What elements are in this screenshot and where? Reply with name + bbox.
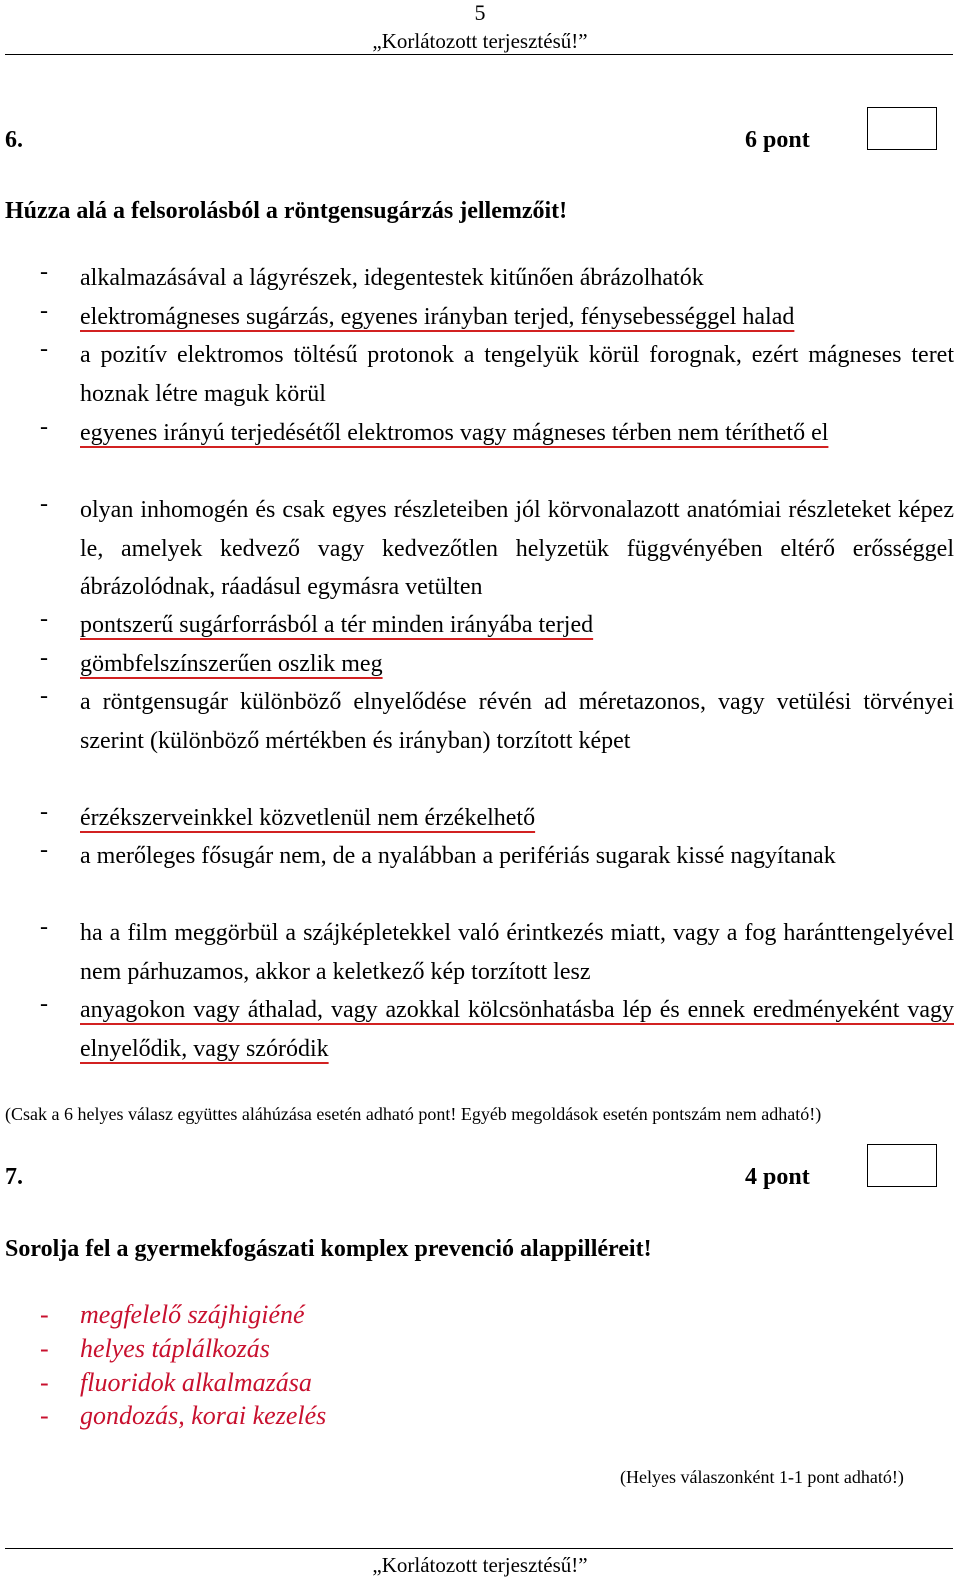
option-text: a röntgensugár különböző elnyelődése révén ad méretazonos, vagy vetülési törvényei szerint (különböző mértékben és irányban) torzított képet [80,689,954,754]
q6-points: 6 pont [745,127,810,153]
option-text-underlined: anyagokon vagy áthalad, vagy azokkal kölcsönhatásba lép és ennek eredményeként vagy elnyelődik, vagy szóródik [80,997,954,1062]
q7-title: Sorolja fel a gyermekfogászati komplex prevenció alappilléreit! [5,1236,652,1262]
option-text: a pozitív elektromos töltésű protonok a tengelyük körül forognak, ezért mágneses teret hoznak létre maguk körül [80,342,954,407]
option-text: a merőleges fősugár nem, de a nyalábban a perifériás sugarak kissé nagyítanak [80,843,836,869]
list-dash: - [40,491,48,517]
option-text: alkalmazásával a lágyrészek, idegentestek kitűnően ábrázolhatók [80,265,704,291]
option-text-underlined: pontszerű sugárforrásból a tér minden irányába terjed [80,612,594,638]
list-dash: - [40,799,48,825]
list-dash: - [40,336,48,362]
q7-scoring-note: (Helyes válaszonként 1-1 pont adható!) [620,1467,904,1487]
q6-score-box[interactable] [867,107,937,150]
q6-number: 6. [5,127,23,153]
footer-divider [5,1548,953,1549]
answer-text: megfelelő szájhigiéné [80,1300,305,1329]
option-text-underlined: érzékszerveinkkel közvetlenül nem érzékelhető [80,805,536,831]
answer-text: fluoridok alkalmazása [80,1368,312,1397]
option-text-underlined: elektromágneses sugárzás, egyenes irányban terjed, fénysebességgel halad [80,304,795,330]
list-dash: - [40,1368,49,1397]
list-dash: - [40,259,48,285]
q7-score-box[interactable] [867,1144,937,1187]
list-dash: - [40,991,48,1017]
list-dash: - [40,1334,49,1363]
list-dash: - [40,606,48,632]
option-text-underlined: gömbfelszínszerűen oszlik meg [80,651,383,677]
page-number: 5 [474,0,486,25]
header-divider [5,54,953,55]
list-dash: - [40,645,48,671]
option-text-underlined: egyenes irányú terjedésétől elektromos vagy mágneses térben nem téríthető el [80,420,829,446]
answer-text: gondozás, korai kezelés [80,1401,327,1430]
list-dash: - [40,914,48,940]
list-dash: - [40,414,48,440]
list-dash: - [40,837,48,863]
q6-scoring-note: (Csak a 6 helyes válasz együttes aláhúzása esetén adható pont! Egyéb megoldások esetén pontszám nem adható!) [5,1104,822,1124]
list-dash: - [40,683,48,709]
answer-text: helyes táplálkozás [80,1334,270,1363]
list-dash: - [40,1401,49,1430]
q7-number: 7. [5,1164,23,1190]
q7-points: 4 pont [745,1164,810,1190]
option-text: olyan inhomogén és csak egyes részleteiben jól körvonalazott anatómiai részleteket képez le, amelyek kedvező vagy kedvezőtlen helyzetük függvényében eltérő erősséggel ábrázolódnak, ráadásul egymásra vetülten [80,497,954,601]
option-text: ha a film meggörbül a szájképletekkel való érintkezés miatt, vagy a fog haránttengelyével nem párhuzamos, akkor a keletkező kép torzított lesz [80,920,954,985]
list-dash: - [40,1300,49,1329]
header-restriction: „Korlátozott terjesztésű!” [372,29,588,53]
list-dash: - [40,298,48,324]
q6-title: Húzza alá a felsorolásból a röntgensugárzás jellemzőit! [5,198,568,224]
footer-restriction: „Korlátozott terjesztésű!” [372,1553,588,1577]
